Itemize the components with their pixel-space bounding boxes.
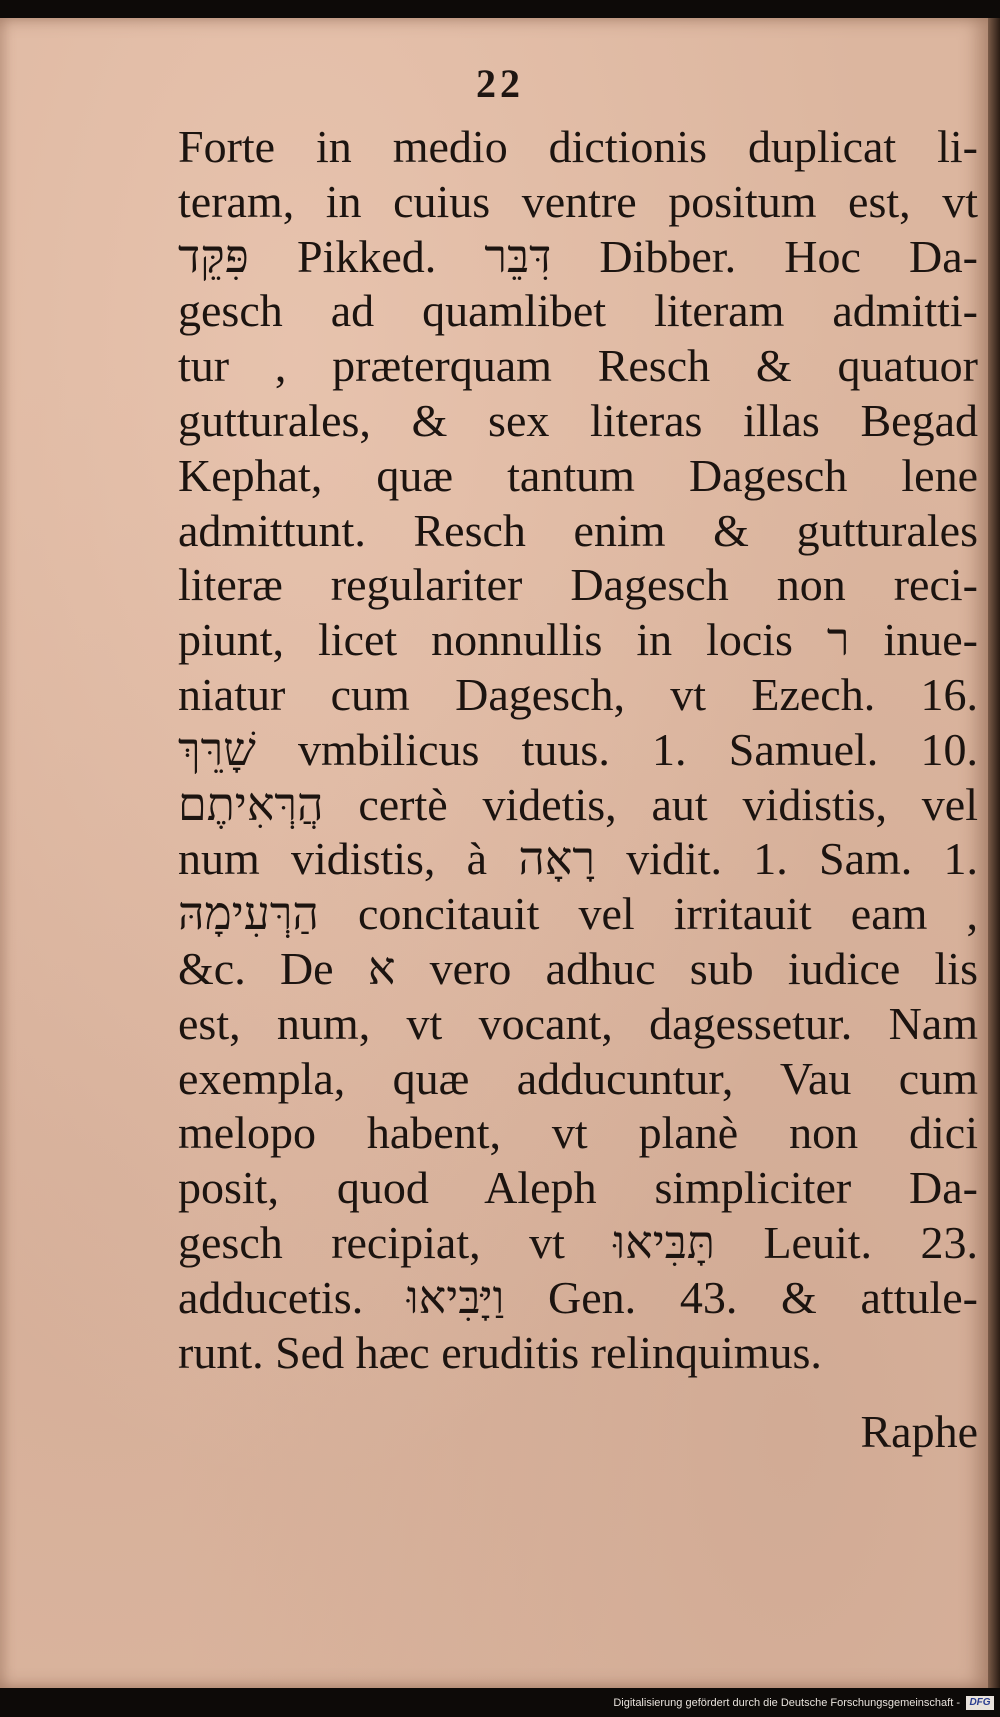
text-line: admittunt. Resch enim & gutturales: [178, 504, 978, 556]
text-line: gesch recipiat, vt תָּבִּיאוּ Leuit. 23.: [178, 1216, 978, 1268]
text-line: adducetis. וַיָּבִּיאוּ Gen. 43. & attule-: [178, 1271, 978, 1323]
text-line: runt. Sed hæc eruditis relinquimus.: [178, 1326, 822, 1378]
text-line: posit, quod Aleph simpliciter Da-: [178, 1162, 978, 1214]
text-line: num vidistis, à רָאָה vidit. 1. Sam. 1.: [178, 833, 978, 885]
funding-credit: Digitalisierung gefördert durch die Deutsche Forschungsgemeinschaft -: [613, 1697, 960, 1709]
text-line: פִּקֵּד Pikked. דִּבֵּר Dibber. Hoc Da-: [178, 230, 978, 282]
text-line: שָׁרֵּךְ vmbilicus tuus. 1. Samuel. 10.: [178, 723, 978, 775]
text-line: gesch ad quamlibet literam admitti-: [178, 285, 978, 337]
body-text: [178, 120, 978, 1380]
text-line: niatur cum Dagesch, vt Ezech. 16.: [178, 668, 978, 720]
text-line: piunt, licet nonnullis in locis ר inue-: [178, 614, 978, 666]
text-line: tur , præterquam Resch & quatuor: [178, 340, 978, 392]
text-line: est, num, vt vocant, dagessetur. Nam: [178, 997, 978, 1049]
text-line: melopo habent, vt planè non dici: [178, 1107, 978, 1159]
text-line: gutturales, & sex literas illas Begad: [178, 394, 978, 446]
text-line: &c. De א vero adhuc sub iudice lis: [178, 942, 978, 994]
text-line: הֲרְּאִיתֶם certè videtis, aut vidistis, vel: [178, 778, 978, 830]
dfg-logo-icon: DFG: [966, 1696, 994, 1710]
text-line: Kephat, quæ tantum Dagesch lene: [178, 449, 978, 501]
text-line: teram, in cuius ventre positum est, vt: [178, 175, 978, 227]
text-line: literæ regulariter Dagesch non reci-: [178, 559, 978, 611]
text-line: Forte in medio dictionis duplicat li-: [178, 121, 978, 172]
page-number: 22: [476, 61, 524, 106]
page-edge: [988, 18, 1000, 1688]
catchword: Raphe: [860, 1406, 978, 1457]
text-line: הַרְּעִימָהּ concitauit vel irritauit eam ,: [178, 888, 978, 940]
text-line: exempla, quæ adducuntur, Vau cum: [178, 1052, 978, 1104]
